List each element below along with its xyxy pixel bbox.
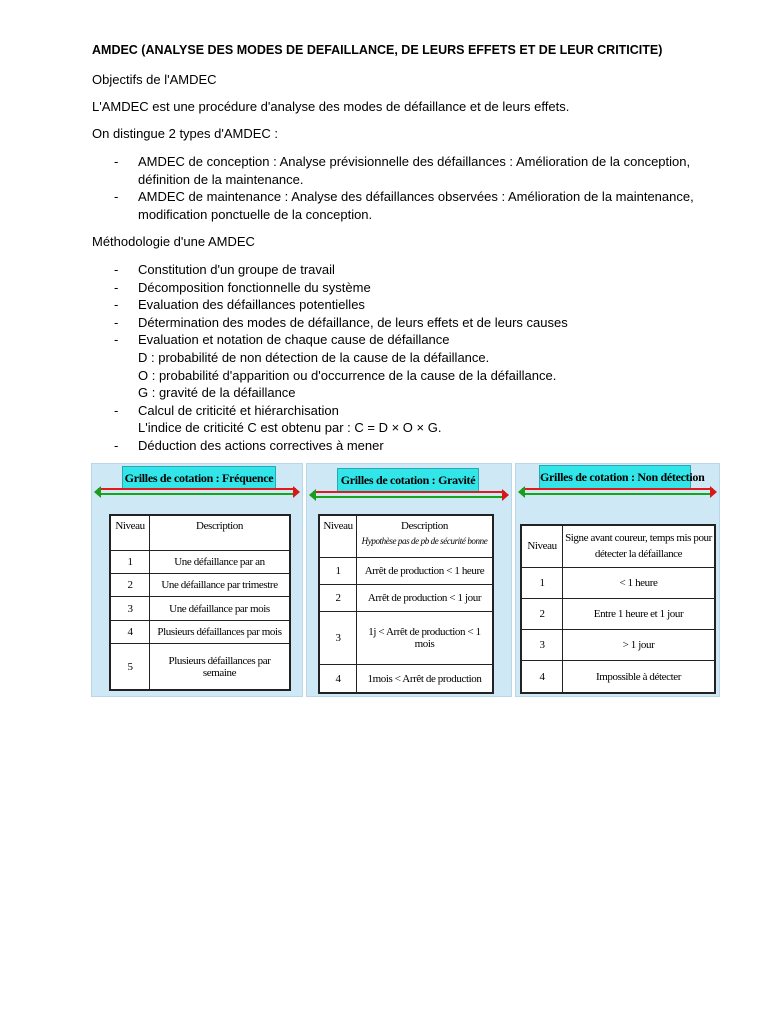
table-row	[521, 567, 715, 598]
table-row	[521, 598, 715, 629]
cell-description: Plusieurs défaillances par semaine	[150, 644, 291, 690]
col-header-description: Description	[150, 515, 291, 550]
col-header-description: Signe avant coureur, temps mis pour détecter la défaillance	[563, 525, 716, 567]
cell-niveau: 4	[319, 665, 357, 693]
table-row	[110, 644, 290, 690]
list-item	[92, 437, 712, 455]
list-item	[92, 402, 712, 437]
table-row	[319, 612, 493, 665]
notation-g: G : gravité de la défaillance	[138, 385, 296, 401]
document-title: AMDEC (ANALYSE DES MODES DE DEFAILLANCE, DE LEURS EFFETS ET DE LEUR CRITICITE)	[92, 43, 663, 57]
cell-niveau: 3	[521, 629, 563, 660]
cell-niveau: 3	[110, 597, 150, 620]
cell-description: Impossible à détecter	[563, 661, 716, 693]
list-item-text: Détermination des modes de défaillance, de leurs effets et de leurs causes	[138, 314, 568, 330]
cell-description: Une défaillance par trimestre	[150, 573, 291, 596]
list-item-text: - AMDEC de maintenance : Analyse des défaillances observées : Amélioration de la maintenance,	[138, 189, 694, 205]
list-item	[92, 296, 712, 314]
cell-description: Une défaillance par an	[150, 550, 291, 573]
list-item	[92, 314, 712, 332]
table-row	[110, 620, 290, 643]
rating-grids-figure	[91, 463, 720, 697]
types-intro: On distingue 2 types d'AMDEC :	[92, 126, 279, 141]
col-header-subtitle: Hypothèse pas de pb de sécurité bonne	[361, 536, 488, 546]
table-row	[521, 661, 715, 693]
cell-niveau: 2	[319, 584, 357, 611]
list-item	[92, 261, 712, 279]
cell-description: Arrêt de production < 1 heure	[357, 557, 494, 584]
cell-description: Plusieurs défaillances par mois	[150, 620, 291, 643]
method-steps-list	[92, 261, 712, 455]
list-item	[92, 279, 712, 297]
panel-frequence	[91, 463, 303, 697]
notation-o: O : probabilité d'apparition ou d'occurrence de la cause de la défaillance.	[138, 367, 557, 383]
col-header-description	[357, 515, 494, 557]
criticity-formula: L'indice de criticité C est obtenu par : C = D × O × G.	[138, 420, 442, 436]
arrow-left-icon	[309, 489, 316, 501]
list-item	[92, 331, 712, 401]
cell-niveau: 2	[110, 573, 150, 596]
panel-title: Grilles de cotation : Fréquence	[122, 466, 276, 490]
col-header-description-text: Description	[401, 520, 448, 532]
list-item-text: Evaluation des défaillances potentielles	[138, 297, 365, 313]
definition-text: L'AMDEC est une procédure d'analyse des modes de défaillance et de leurs effets.	[92, 99, 570, 114]
arrow-right-icon	[710, 486, 717, 498]
grid-table-gravite	[318, 514, 494, 694]
table-row	[110, 550, 290, 573]
col-header-niveau: Niveau	[521, 525, 563, 567]
cell-niveau: 1	[521, 567, 563, 598]
panel-gravite	[306, 463, 512, 697]
list-item-text: Constitution d'un groupe de travail	[138, 262, 335, 277]
arrow-right-icon	[502, 489, 509, 501]
table-row	[110, 573, 290, 596]
cell-niveau: 3	[319, 612, 357, 665]
list-item-text: Décomposition fonctionnelle du système	[138, 279, 371, 295]
list-item	[92, 188, 712, 223]
col-header-niveau: Niveau	[110, 515, 150, 550]
list-item-text: Déduction des actions correctives à mener	[138, 437, 384, 453]
amdec-types-list	[92, 153, 712, 223]
objectives-heading: Objectifs de l'AMDEC	[92, 72, 217, 87]
method-heading: Méthodologie d'une AMDEC	[92, 234, 255, 249]
list-item-text: définition de la maintenance.	[138, 171, 304, 187]
table-row	[521, 629, 715, 660]
grid-table-non-detection	[520, 524, 716, 694]
decorative-bar	[94, 486, 300, 498]
cell-description: 1mois < Arrêt de production	[357, 665, 494, 693]
decorative-bar	[309, 489, 509, 501]
arrow-left-icon	[94, 486, 101, 498]
cell-description: Une défaillance par mois	[150, 597, 291, 620]
decorative-bar	[518, 486, 717, 498]
list-item-text: - Calcul de criticité et hiérarchisation	[138, 402, 339, 418]
list-item	[92, 153, 712, 188]
col-header-niveau: Niveau	[319, 515, 357, 557]
cell-description: < 1 heure	[563, 567, 716, 598]
grid-table-frequence	[109, 514, 291, 691]
cell-niveau: 2	[521, 598, 563, 629]
cell-niveau: 1	[319, 557, 357, 584]
cell-description: > 1 jour	[563, 629, 716, 660]
table-row	[110, 597, 290, 620]
notation-d: D : probabilité de non détection de la cause de la défaillance.	[138, 349, 490, 365]
panel-title: Grilles de cotation : Non détection	[539, 465, 691, 489]
arrow-left-icon	[518, 486, 525, 498]
cell-description: 1j < Arrêt de production < 1 mois	[357, 612, 494, 665]
list-item-text: - AMDEC de conception : Analyse prévisionnelle des défaillances : Amélioration de la conception,	[138, 154, 691, 169]
list-item-text: modification ponctuelle de la conception.	[138, 206, 373, 222]
table-row	[319, 665, 493, 693]
cell-description: Entre 1 heure et 1 jour	[563, 598, 716, 629]
panel-title: Grilles de cotation : Gravité	[337, 468, 479, 492]
cell-niveau: 1	[110, 550, 150, 573]
list-item-text: - Evaluation et notation de chaque cause de défaillance	[138, 332, 450, 348]
cell-niveau: 5	[110, 644, 150, 690]
cell-niveau: 4	[110, 620, 150, 643]
panel-non-detection	[515, 463, 720, 697]
cell-description: Arrêt de production < 1 jour	[357, 584, 494, 611]
table-row	[319, 557, 493, 584]
cell-niveau: 4	[521, 661, 563, 693]
arrow-right-icon	[293, 486, 300, 498]
table-row	[319, 584, 493, 611]
